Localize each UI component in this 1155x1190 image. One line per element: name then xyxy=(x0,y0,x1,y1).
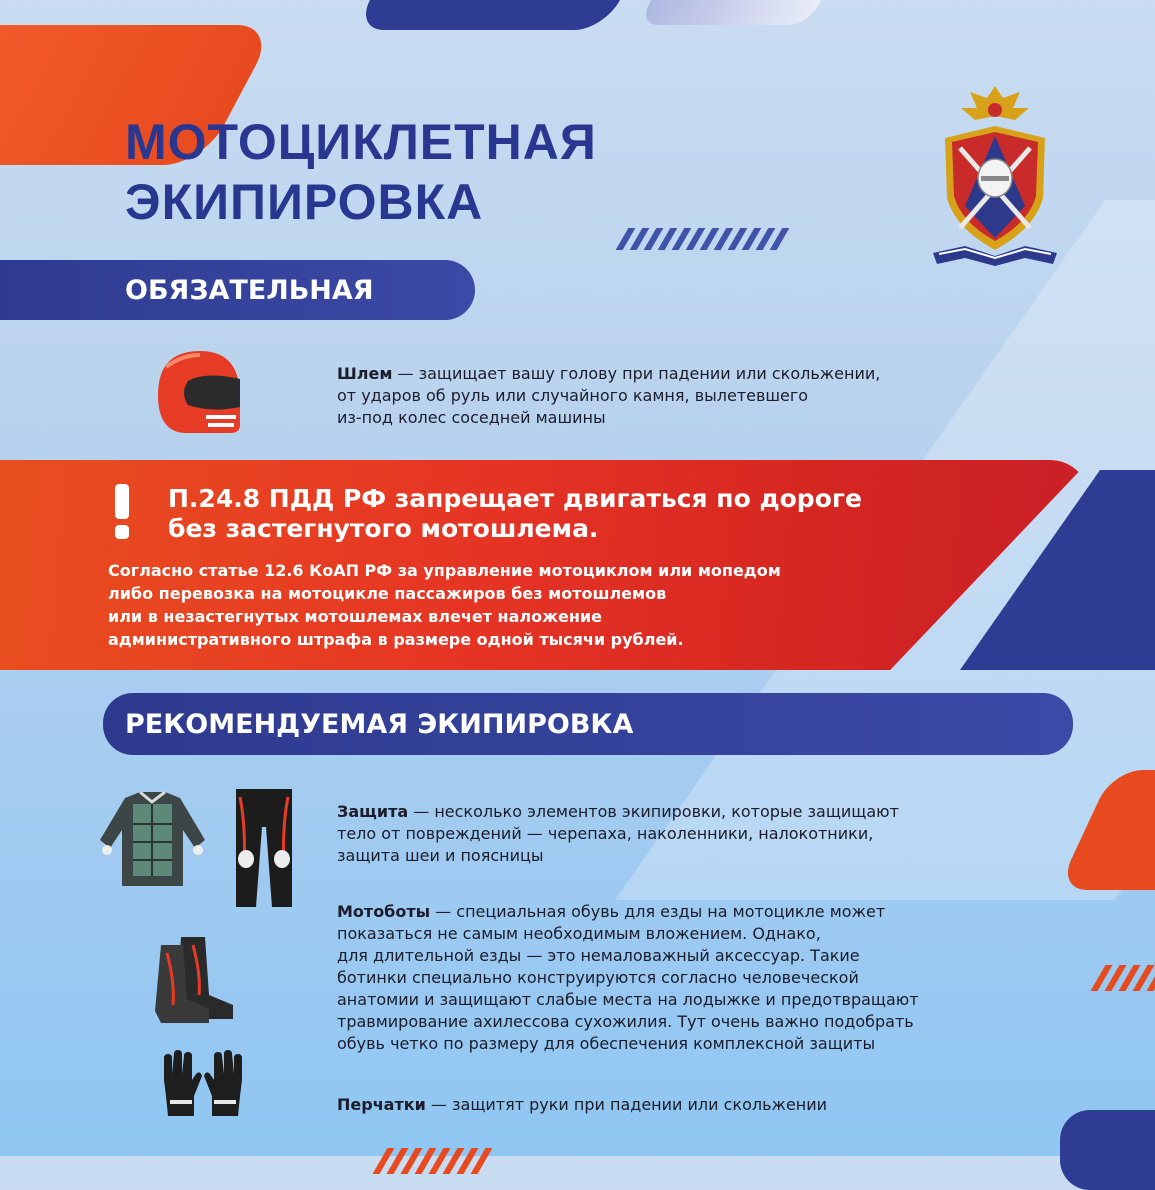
warning-body-line-4: административного штрафа в размере одной тысячи рублей. xyxy=(108,630,684,649)
decor-navy-bottom xyxy=(1060,1110,1155,1190)
warning-body-line-2: либо перевозка на мотоцикле пассажиров без мотошлемов xyxy=(108,584,667,603)
boots-text-line-2: показаться не самым необходимым вложением. Однако, xyxy=(337,924,821,943)
boots-text-line-7: обувь четко по размеру для обеспечения комплексной защиты xyxy=(337,1034,876,1053)
boots-text-line-5: анатомии и защищают слабые места на лодыжке и предотвращают xyxy=(337,990,919,1009)
warning-body-line-3: или в незастегнутых мотошлемах влечет наложение xyxy=(108,607,602,626)
helmet-icon xyxy=(148,345,246,437)
warning-law-reference: статье 12.6 КоАП РФ xyxy=(198,561,393,580)
warning-title-line-1: П.24.8 ПДД РФ запрещает двигаться по дороге xyxy=(168,484,862,513)
boots-text-line-4: ботинки специально конструируются согласно человеческой xyxy=(337,968,859,987)
boots-text-line-3: для длительной езды — это немаловажный аксессуар. Такие xyxy=(337,946,860,965)
exclamation-icon xyxy=(112,484,132,539)
protection-text-line-1: — несколько элементов экипировки, которые защищают xyxy=(408,802,899,821)
warning-body xyxy=(108,559,781,651)
decor-pale-shape xyxy=(638,0,832,25)
helmet-text-line-3: из-под колес соседней машины xyxy=(337,408,606,427)
title-line-1: МОТОЦИКЛЕТНАЯ xyxy=(125,114,597,170)
section-mandatory-header xyxy=(0,260,475,320)
gloves-text-line-1: — защитят руки при падении или скольжении xyxy=(425,1095,828,1114)
section-mandatory-label: ОБЯЗАТЕЛЬНАЯ xyxy=(125,274,374,306)
warning-title xyxy=(168,484,862,544)
decor-stripes-bottom xyxy=(380,1148,485,1174)
warning-title-line-2: без застегнутого мотошлема. xyxy=(168,514,599,543)
decor-navy-shape xyxy=(354,0,636,30)
section-recommended-header xyxy=(103,693,1073,755)
boots-description xyxy=(337,901,919,1055)
page-title xyxy=(125,112,597,232)
warning-body-line-1: за управление мотоциклом или мопедом xyxy=(392,561,781,580)
boots-text-line-1: — специальная обувь для езды на мотоцикле может xyxy=(430,902,886,921)
motorcycle-boots-icon xyxy=(153,935,239,1025)
protection-text-line-2: тело от повреждений — черепаха, наколенники, налокотники, xyxy=(337,824,874,843)
gloves-description xyxy=(337,1094,827,1116)
section-recommended-label: РЕКОМЕНДУЕМАЯ ЭКИПИРОВКА xyxy=(125,708,634,740)
protection-description xyxy=(337,801,899,867)
gloves-icon xyxy=(160,1050,246,1120)
boots-text-line-6: травмирование ахилессова сухожилия. Тут очень важно подобрать xyxy=(337,1012,914,1031)
warning-body-prefix: Согласно xyxy=(108,561,199,580)
helmet-text-line-1: — защищает вашу голову при падении или скольжении, xyxy=(392,364,881,383)
protection-term: Защита xyxy=(337,802,409,821)
boots-term: Мотоботы xyxy=(337,902,431,921)
gloves-term: Перчатки xyxy=(337,1095,426,1114)
protective-jacket-icon xyxy=(95,790,210,890)
decor-stripes xyxy=(622,228,783,250)
protection-text-line-3: защита шеи и поясницы xyxy=(337,846,544,865)
helmet-description xyxy=(337,363,880,429)
helmet-term: Шлем xyxy=(337,364,393,383)
title-line-2: ЭКИПИРОВКА xyxy=(125,174,484,230)
protective-pants-icon xyxy=(232,787,296,909)
helmet-text-line-2: от ударов об руль или случайного камня, вылетевшего xyxy=(337,386,809,405)
decor-stripes-orange xyxy=(1098,965,1155,991)
police-emblem-icon xyxy=(925,78,1065,268)
